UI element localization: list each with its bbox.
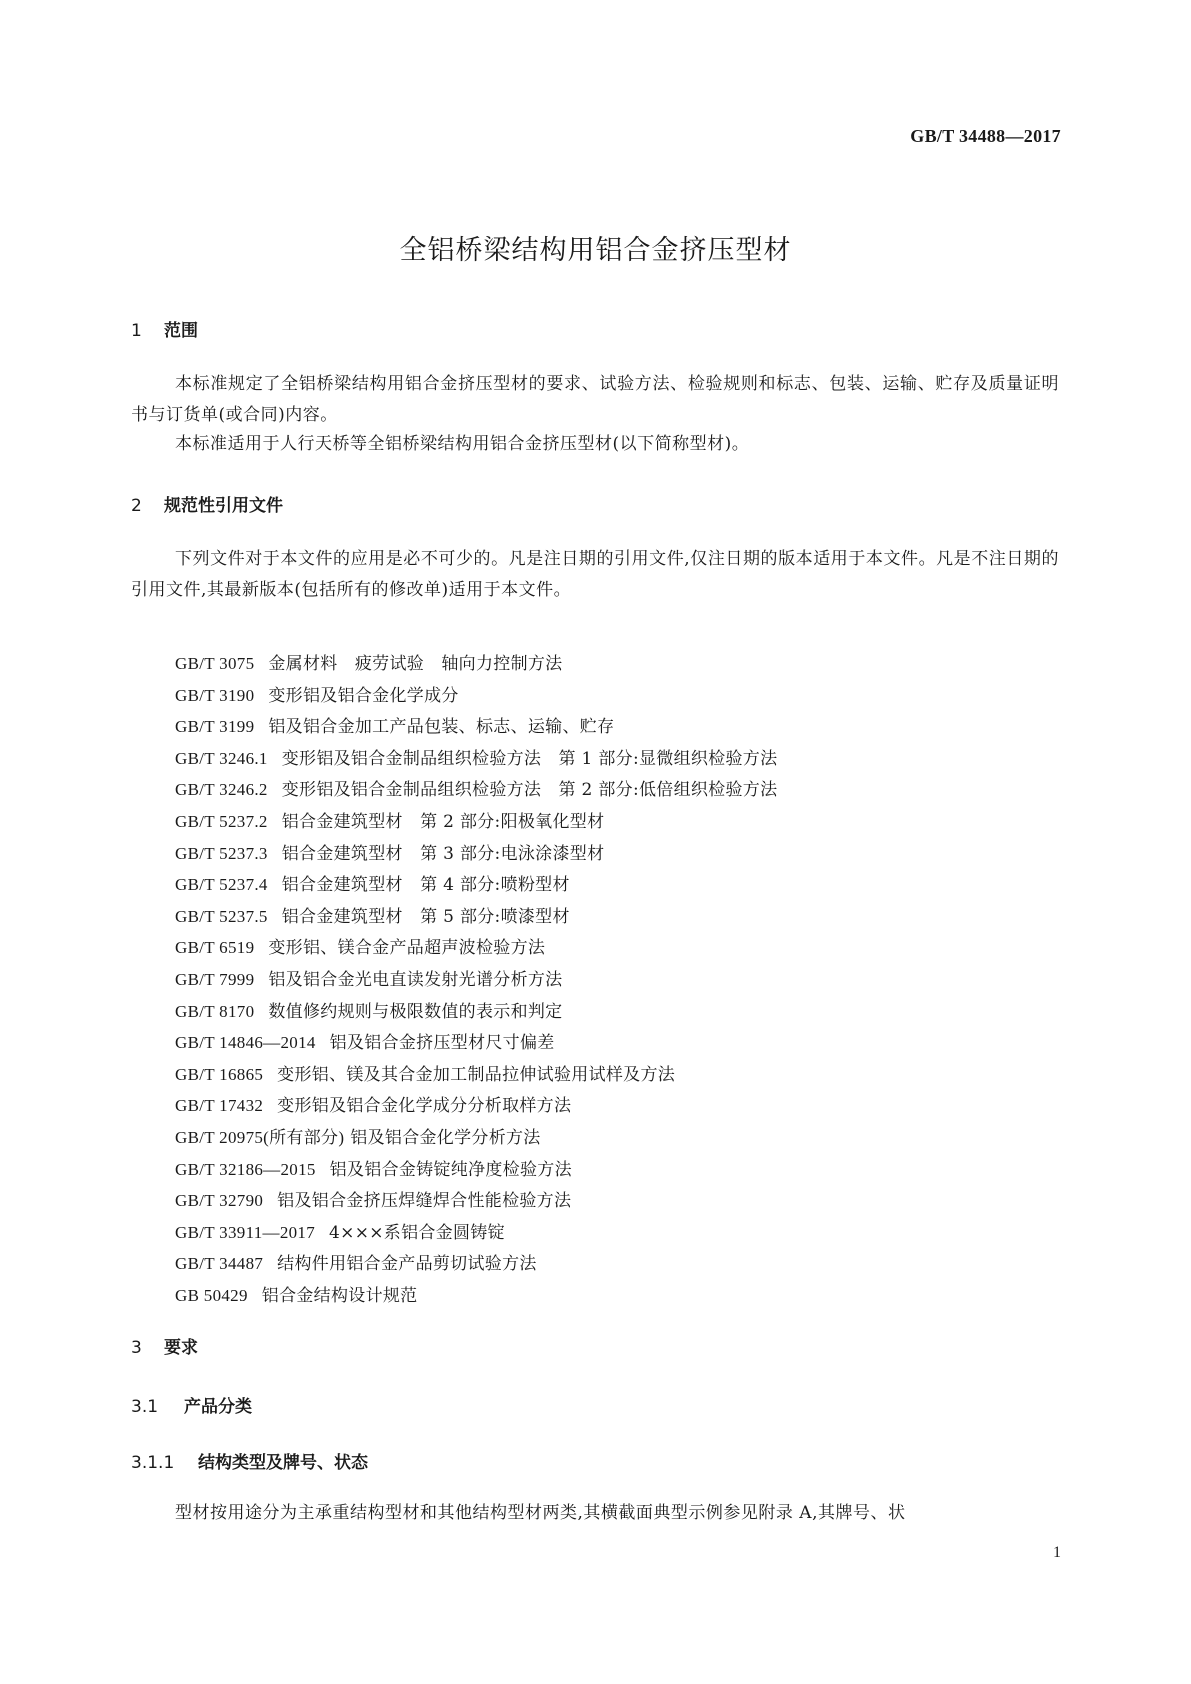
reference-item bbox=[175, 869, 777, 901]
reference-item bbox=[175, 964, 777, 996]
reference-title: 变形铝、镁及其合金加工制品拉伸试验用试样及方法 bbox=[277, 1064, 676, 1085]
section-number: 3 bbox=[131, 1338, 142, 1358]
references-intro: 下列文件对于本文件的应用是必不可少的。凡是注日期的引用文件,仅注日期的版本适用于本文件。凡是不注日期的引用文件,其最新版本(包括所有的修改单)适用于本文件。 bbox=[131, 549, 1059, 600]
section-3-1-1-paragraph: 型材按用途分为主承重结构型材和其他结构型材两类,其横截面典型示例参见附录 A,其牌号、状 bbox=[175, 1503, 906, 1523]
reference-title: 金属材料 疲劳试验 轴向力控制方法 bbox=[268, 654, 563, 674]
document-title: 全铝桥梁结构用铝合金挤压型材 bbox=[399, 235, 792, 266]
reference-code: GB/T 7999 bbox=[175, 969, 255, 989]
reference-title: 铝及铝合金加工产品包装、标志、运输、贮存 bbox=[268, 717, 615, 738]
reference-code: GB/T 3075 bbox=[175, 654, 255, 673]
scope-paragraph-2: 本标准适用于人行天桥等全铝桥梁结构用铝合金挤压型材(以下简称型材)。 bbox=[175, 434, 750, 454]
page-number: 1 bbox=[1053, 1544, 1061, 1561]
section-3-heading bbox=[131, 1333, 198, 1358]
reference-code: GB/T 3246.2 bbox=[175, 780, 268, 800]
reference-code: GB/T 3199 bbox=[175, 717, 255, 737]
section-number: 3.1 bbox=[131, 1397, 159, 1417]
reference-item bbox=[175, 806, 777, 838]
reference-title: 变形铝及铝合金化学成分 bbox=[268, 685, 459, 706]
reference-item bbox=[175, 1059, 777, 1091]
section-number: 2 bbox=[131, 496, 142, 516]
reference-code: GB/T 3246.1 bbox=[175, 748, 268, 768]
reference-item bbox=[175, 648, 777, 680]
reference-code: GB/T 17432 bbox=[175, 1096, 264, 1116]
reference-title: 4×××系铝合金圆铸锭 bbox=[329, 1222, 505, 1243]
reference-title: 结构件用铝合金产品剪切试验方法 bbox=[277, 1254, 537, 1275]
reference-title: 铝合金建筑型材 第 3 部分:电泳涂漆型材 bbox=[281, 843, 605, 864]
reference-code: GB/T 8170 bbox=[175, 1001, 255, 1021]
reference-item bbox=[175, 680, 777, 712]
section-number: 3.1.1 bbox=[131, 1453, 175, 1473]
reference-code: GB/T 5237.2 bbox=[175, 811, 268, 831]
reference-item bbox=[175, 838, 777, 870]
reference-title: 铝合金结构设计规范 bbox=[261, 1285, 418, 1306]
reference-item bbox=[175, 996, 777, 1028]
reference-item bbox=[175, 711, 777, 743]
reference-item bbox=[175, 1280, 777, 1312]
reference-title: 铝合金建筑型材 第 2 部分:阳极氧化型材 bbox=[281, 811, 605, 832]
reference-item bbox=[175, 1248, 777, 1280]
reference-title: 变形铝及铝合金化学成分分析取样方法 bbox=[277, 1096, 572, 1117]
reference-title: 铝及铝合金挤压型材尺寸偏差 bbox=[329, 1033, 555, 1054]
scope-paragraph-1: 本标准规定了全铝桥梁结构用铝合金挤压型材的要求、试验方法、检验规则和标志、包装、运输、贮存及质量证明书与订货单(或合同)内容。 bbox=[131, 374, 1059, 425]
reference-item bbox=[175, 932, 777, 964]
section-1-heading bbox=[131, 316, 198, 341]
reference-code: GB/T 33911—2017 bbox=[175, 1222, 316, 1242]
reference-title: 变形铝及铝合金制品组织检验方法 第 2 部分:低倍组织检验方法 bbox=[281, 780, 778, 801]
reference-code: GB/T 20975(所有部分) bbox=[175, 1127, 345, 1147]
reference-title: 铝及铝合金铸锭纯净度检验方法 bbox=[329, 1159, 572, 1180]
reference-title: 铝合金建筑型材 第 5 部分:喷漆型材 bbox=[281, 906, 570, 927]
section-3-1-heading bbox=[131, 1392, 252, 1417]
reference-item bbox=[175, 1217, 777, 1249]
reference-title: 铝及铝合金光电直读发射光谱分析方法 bbox=[268, 969, 563, 990]
section-title: 结构类型及牌号、状态 bbox=[198, 1453, 368, 1473]
section-number: 1 bbox=[131, 321, 142, 341]
section-3-1-1-heading bbox=[131, 1448, 368, 1473]
section-title: 产品分类 bbox=[184, 1397, 252, 1417]
reference-code: GB/T 3190 bbox=[175, 685, 255, 705]
reference-title: 铝合金建筑型材 第 4 部分:喷粉型材 bbox=[281, 875, 570, 896]
reference-code: GB/T 32790 bbox=[175, 1191, 264, 1211]
reference-item bbox=[175, 743, 777, 775]
reference-item bbox=[175, 1090, 777, 1122]
reference-code: GB/T 34487 bbox=[175, 1254, 264, 1274]
reference-item bbox=[175, 1154, 777, 1186]
section-title: 范围 bbox=[164, 321, 198, 341]
reference-code: GB 50429 bbox=[175, 1285, 248, 1305]
reference-code: GB/T 32186—2015 bbox=[175, 1159, 316, 1179]
reference-item bbox=[175, 901, 777, 933]
reference-item bbox=[175, 1027, 777, 1059]
reference-code: GB/T 5237.3 bbox=[175, 843, 268, 863]
reference-title: 数值修约规则与极限数值的表示和判定 bbox=[268, 1001, 563, 1022]
reference-title: 铝及铝合金化学分析方法 bbox=[350, 1127, 541, 1148]
reference-code: GB/T 6519 bbox=[175, 938, 255, 958]
section-title: 规范性引用文件 bbox=[164, 496, 283, 516]
section-2-heading bbox=[131, 491, 283, 516]
reference-title: 变形铝、镁合金产品超声波检验方法 bbox=[268, 938, 546, 959]
reference-item bbox=[175, 1122, 777, 1154]
reference-item bbox=[175, 774, 777, 806]
reference-code: GB/T 14846—2014 bbox=[175, 1033, 316, 1053]
reference-list bbox=[175, 648, 777, 1311]
reference-code: GB/T 5237.5 bbox=[175, 906, 268, 926]
standard-code: GB/T 34488—2017 bbox=[910, 126, 1061, 146]
reference-title: 铝及铝合金挤压焊缝焊合性能检验方法 bbox=[277, 1191, 572, 1212]
reference-code: GB/T 5237.4 bbox=[175, 875, 268, 895]
reference-title: 变形铝及铝合金制品组织检验方法 第 1 部分:显微组织检验方法 bbox=[281, 748, 778, 769]
reference-code: GB/T 16865 bbox=[175, 1064, 264, 1084]
reference-item bbox=[175, 1185, 777, 1217]
section-title: 要求 bbox=[164, 1338, 198, 1358]
